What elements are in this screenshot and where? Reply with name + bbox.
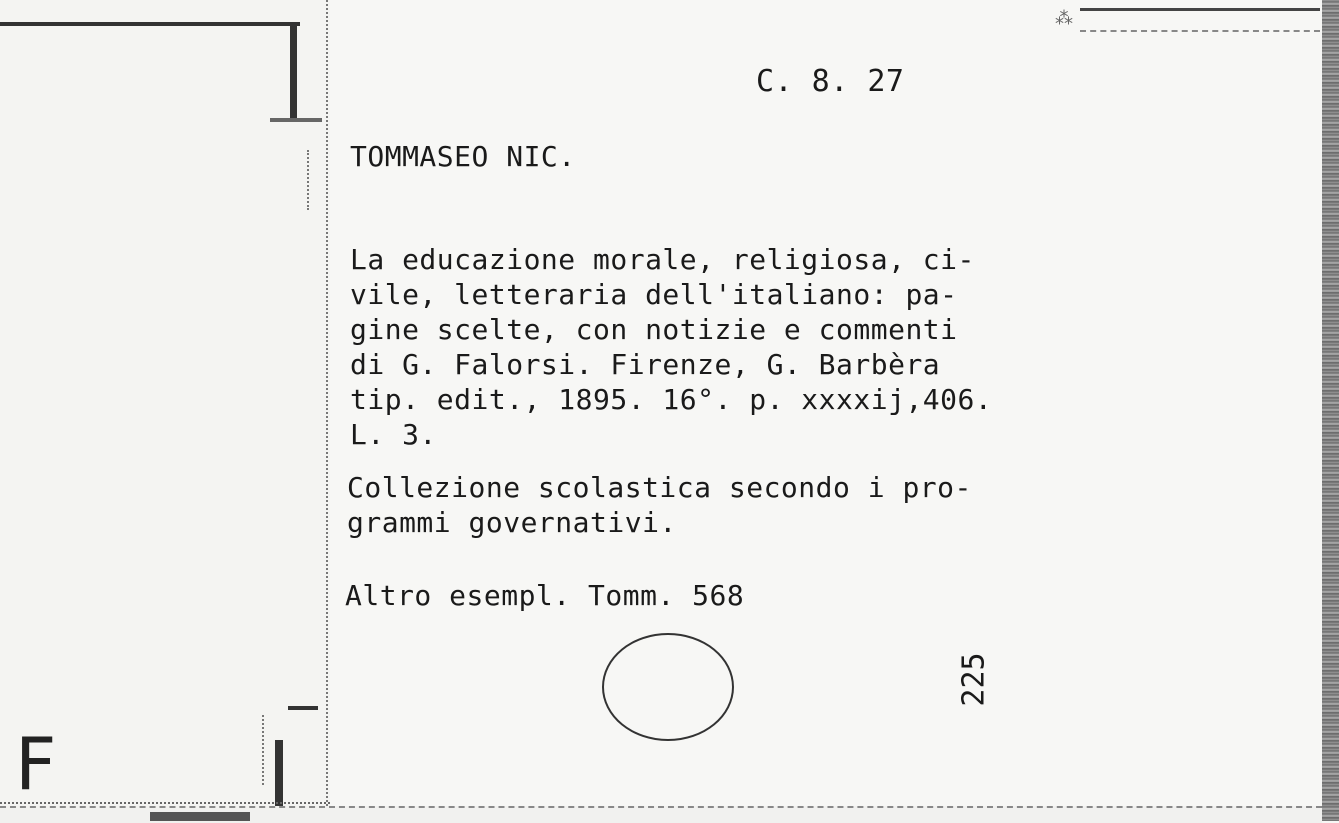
top-border-line [0,22,300,26]
card-corner-mark-bottom [288,706,318,710]
side-inventory-number: 225 [956,652,992,707]
right-scan-edge [1322,0,1339,821]
card-edge-dotted [326,0,328,806]
description-line: L. 3. [350,418,437,451]
series-line: grammi governativi. [347,506,677,539]
description-line: gine scelte, con notizie e commenti [350,313,958,346]
description-line: La educazione morale, religiosa, ci- [350,243,975,276]
handwritten-letter: F [15,722,57,806]
scan-artifact [307,150,309,210]
card-corner-mark [270,118,322,122]
description-line: di G. Falorsi. Firenze, G. Barbèra [350,348,941,381]
other-copy-note: Altro esempl. Tomm. 568 [345,579,745,612]
library-stamp-circle [602,633,734,741]
adjacent-card-edge [0,0,330,821]
top-right-border [1080,8,1320,11]
description-line: vile, letteraria dell'italiano: pa- [350,278,958,311]
card-edge-line-top [290,24,297,119]
series-note [347,470,972,540]
shelfmark: C. 8. 27 [756,64,905,99]
author-heading: TOMMASEO NIC. [350,140,576,173]
bibliographic-description [350,242,992,452]
bottom-dark-mark [150,812,250,821]
top-right-dashed [1080,30,1320,32]
series-line: Collezione scolastica secondo i pro- [347,471,972,504]
corner-scan-mark: ⁂ [1055,8,1073,29]
card-edge-line-bottom [275,740,283,810]
scan-artifact [262,715,264,785]
description-line: tip. edit., 1895. 16°. p. xxxxij,406. [350,383,993,416]
